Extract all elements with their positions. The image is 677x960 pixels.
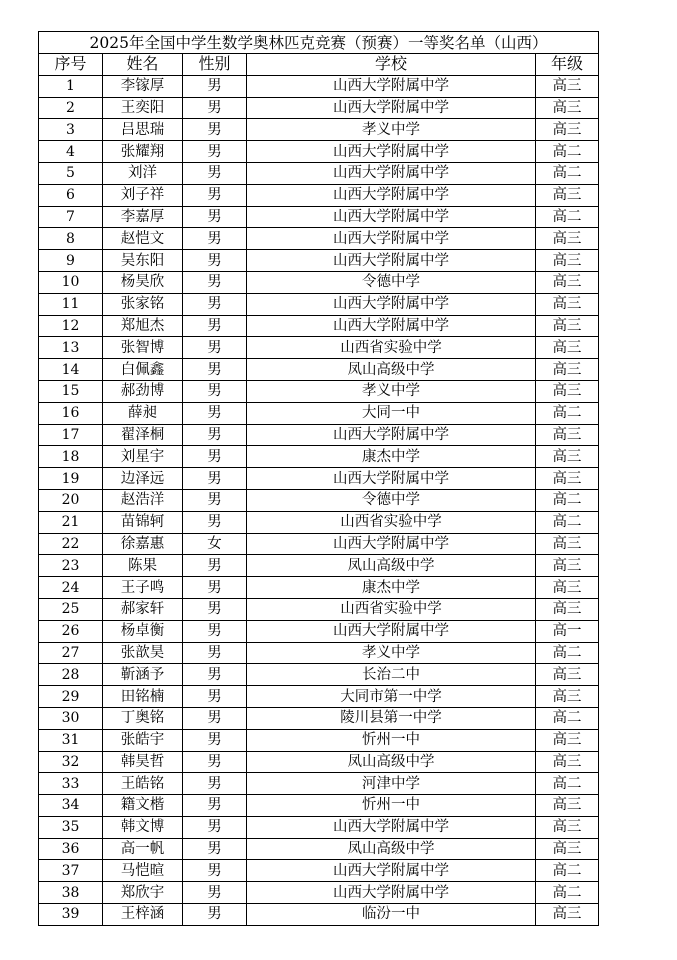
cell-no: 36 bbox=[39, 838, 103, 860]
cell-gender: 男 bbox=[183, 468, 247, 490]
cell-grade: 高三 bbox=[536, 598, 599, 620]
cell-grade: 高二 bbox=[536, 773, 599, 795]
cell-no: 28 bbox=[39, 664, 103, 686]
cell-name: 郝劲博 bbox=[103, 380, 183, 402]
cell-gender: 男 bbox=[183, 271, 247, 293]
cell-gender: 男 bbox=[183, 75, 247, 97]
cell-grade: 高三 bbox=[536, 184, 599, 206]
table-row bbox=[39, 359, 599, 381]
table-row bbox=[39, 293, 599, 315]
cell-no: 20 bbox=[39, 489, 103, 511]
cell-gender: 男 bbox=[183, 686, 247, 708]
cell-gender: 男 bbox=[183, 882, 247, 904]
cell-name: 郝家轩 bbox=[103, 598, 183, 620]
cell-school: 山西大学附属中学 bbox=[247, 468, 536, 490]
cell-name: 王梓涵 bbox=[103, 904, 183, 926]
cell-grade: 高三 bbox=[536, 468, 599, 490]
cell-gender: 男 bbox=[183, 577, 247, 599]
cell-gender: 男 bbox=[183, 162, 247, 184]
cell-name: 陈果 bbox=[103, 555, 183, 577]
cell-school: 山西大学附属中学 bbox=[247, 620, 536, 642]
cell-name: 杨卓衡 bbox=[103, 620, 183, 642]
cell-name: 高一帆 bbox=[103, 838, 183, 860]
cell-grade: 高二 bbox=[536, 707, 599, 729]
table-row bbox=[39, 860, 599, 882]
cell-gender: 男 bbox=[183, 904, 247, 926]
cell-gender: 男 bbox=[183, 119, 247, 141]
award-list-table bbox=[38, 31, 599, 926]
table-row bbox=[39, 184, 599, 206]
cell-no: 24 bbox=[39, 577, 103, 599]
cell-name: 李嘉厚 bbox=[103, 206, 183, 228]
cell-gender: 男 bbox=[183, 141, 247, 163]
cell-name: 薛昶 bbox=[103, 402, 183, 424]
cell-no: 4 bbox=[39, 141, 103, 163]
table-row bbox=[39, 315, 599, 337]
cell-no: 6 bbox=[39, 184, 103, 206]
cell-no: 8 bbox=[39, 228, 103, 250]
header-school: 学校 bbox=[247, 54, 536, 76]
cell-name: 王皓铭 bbox=[103, 773, 183, 795]
cell-grade: 高三 bbox=[536, 686, 599, 708]
cell-name: 张智博 bbox=[103, 337, 183, 359]
cell-no: 9 bbox=[39, 250, 103, 272]
cell-grade: 高三 bbox=[536, 838, 599, 860]
cell-gender: 男 bbox=[183, 359, 247, 381]
table-row bbox=[39, 664, 599, 686]
cell-no: 15 bbox=[39, 380, 103, 402]
cell-grade: 高三 bbox=[536, 119, 599, 141]
cell-school: 山西大学附属中学 bbox=[247, 141, 536, 163]
cell-school: 山西省实验中学 bbox=[247, 598, 536, 620]
cell-school: 河津中学 bbox=[247, 773, 536, 795]
cell-gender: 男 bbox=[183, 773, 247, 795]
cell-grade: 高三 bbox=[536, 577, 599, 599]
header-name: 姓名 bbox=[103, 54, 183, 76]
cell-grade: 高三 bbox=[536, 446, 599, 468]
table-row bbox=[39, 97, 599, 119]
cell-no: 23 bbox=[39, 555, 103, 577]
table-row bbox=[39, 707, 599, 729]
cell-gender: 男 bbox=[183, 250, 247, 272]
cell-no: 33 bbox=[39, 773, 103, 795]
table-row bbox=[39, 577, 599, 599]
cell-gender: 男 bbox=[183, 664, 247, 686]
table-row bbox=[39, 751, 599, 773]
table-row bbox=[39, 838, 599, 860]
cell-school: 山西大学附属中学 bbox=[247, 424, 536, 446]
cell-gender: 男 bbox=[183, 795, 247, 817]
cell-gender: 男 bbox=[183, 402, 247, 424]
cell-name: 苗锦轲 bbox=[103, 511, 183, 533]
cell-grade: 高三 bbox=[536, 228, 599, 250]
cell-school: 孝义中学 bbox=[247, 642, 536, 664]
cell-name: 王奕阳 bbox=[103, 97, 183, 119]
cell-name: 韩昊哲 bbox=[103, 751, 183, 773]
cell-no: 27 bbox=[39, 642, 103, 664]
cell-school: 孝义中学 bbox=[247, 380, 536, 402]
cell-gender: 男 bbox=[183, 751, 247, 773]
cell-school: 山西大学附属中学 bbox=[247, 250, 536, 272]
cell-grade: 高二 bbox=[536, 162, 599, 184]
table-row bbox=[39, 882, 599, 904]
cell-name: 张皓宇 bbox=[103, 729, 183, 751]
cell-school: 山西省实验中学 bbox=[247, 337, 536, 359]
cell-grade: 高二 bbox=[536, 206, 599, 228]
table-row bbox=[39, 620, 599, 642]
table-row bbox=[39, 729, 599, 751]
table-row bbox=[39, 75, 599, 97]
cell-no: 10 bbox=[39, 271, 103, 293]
table-row bbox=[39, 773, 599, 795]
table-row bbox=[39, 533, 599, 555]
cell-name: 张耀翔 bbox=[103, 141, 183, 163]
cell-name: 刘星宇 bbox=[103, 446, 183, 468]
cell-grade: 高三 bbox=[536, 359, 599, 381]
cell-school: 山西大学附属中学 bbox=[247, 816, 536, 838]
cell-school: 山西大学附属中学 bbox=[247, 206, 536, 228]
table-row bbox=[39, 904, 599, 926]
cell-no: 7 bbox=[39, 206, 103, 228]
cell-gender: 男 bbox=[183, 555, 247, 577]
cell-grade: 高二 bbox=[536, 882, 599, 904]
cell-no: 30 bbox=[39, 707, 103, 729]
table-row bbox=[39, 424, 599, 446]
cell-name: 丁奥铭 bbox=[103, 707, 183, 729]
cell-gender: 男 bbox=[183, 489, 247, 511]
cell-no: 1 bbox=[39, 75, 103, 97]
cell-no: 5 bbox=[39, 162, 103, 184]
cell-no: 32 bbox=[39, 751, 103, 773]
cell-grade: 高三 bbox=[536, 424, 599, 446]
cell-school: 凤山高级中学 bbox=[247, 555, 536, 577]
cell-name: 翟泽桐 bbox=[103, 424, 183, 446]
table-row bbox=[39, 489, 599, 511]
cell-name: 韩文博 bbox=[103, 816, 183, 838]
cell-name: 吴东阳 bbox=[103, 250, 183, 272]
table-row bbox=[39, 686, 599, 708]
cell-grade: 高三 bbox=[536, 555, 599, 577]
cell-school: 山西大学附属中学 bbox=[247, 184, 536, 206]
cell-gender: 男 bbox=[183, 337, 247, 359]
cell-name: 张歆昊 bbox=[103, 642, 183, 664]
cell-grade: 高三 bbox=[536, 271, 599, 293]
cell-no: 11 bbox=[39, 293, 103, 315]
table-row bbox=[39, 555, 599, 577]
cell-school: 康杰中学 bbox=[247, 446, 536, 468]
table-row bbox=[39, 598, 599, 620]
cell-name: 刘洋 bbox=[103, 162, 183, 184]
cell-gender: 男 bbox=[183, 380, 247, 402]
cell-no: 37 bbox=[39, 860, 103, 882]
table-row bbox=[39, 795, 599, 817]
cell-gender: 男 bbox=[183, 206, 247, 228]
cell-no: 35 bbox=[39, 816, 103, 838]
cell-grade: 高三 bbox=[536, 337, 599, 359]
cell-no: 34 bbox=[39, 795, 103, 817]
table-body bbox=[39, 75, 599, 925]
cell-gender: 男 bbox=[183, 860, 247, 882]
cell-no: 12 bbox=[39, 315, 103, 337]
cell-grade: 高三 bbox=[536, 816, 599, 838]
table-row bbox=[39, 446, 599, 468]
cell-grade: 高一 bbox=[536, 620, 599, 642]
cell-grade: 高三 bbox=[536, 250, 599, 272]
table-row bbox=[39, 250, 599, 272]
cell-grade: 高二 bbox=[536, 860, 599, 882]
cell-grade: 高三 bbox=[536, 315, 599, 337]
cell-name: 郑旭杰 bbox=[103, 315, 183, 337]
cell-school: 山西大学附属中学 bbox=[247, 228, 536, 250]
cell-gender: 男 bbox=[183, 293, 247, 315]
table-row bbox=[39, 337, 599, 359]
cell-grade: 高三 bbox=[536, 97, 599, 119]
cell-name: 吕思瑞 bbox=[103, 119, 183, 141]
cell-name: 白佩鑫 bbox=[103, 359, 183, 381]
cell-school: 长治二中 bbox=[247, 664, 536, 686]
cell-grade: 高三 bbox=[536, 751, 599, 773]
table-row bbox=[39, 816, 599, 838]
cell-gender: 男 bbox=[183, 707, 247, 729]
cell-name: 张家铭 bbox=[103, 293, 183, 315]
cell-grade: 高二 bbox=[536, 511, 599, 533]
cell-gender: 男 bbox=[183, 228, 247, 250]
cell-grade: 高二 bbox=[536, 642, 599, 664]
cell-school: 山西大学附属中学 bbox=[247, 162, 536, 184]
cell-no: 16 bbox=[39, 402, 103, 424]
cell-school: 临汾一中 bbox=[247, 904, 536, 926]
table-row bbox=[39, 206, 599, 228]
cell-no: 38 bbox=[39, 882, 103, 904]
cell-school: 孝义中学 bbox=[247, 119, 536, 141]
cell-grade: 高三 bbox=[536, 533, 599, 555]
cell-grade: 高三 bbox=[536, 904, 599, 926]
cell-grade: 高三 bbox=[536, 75, 599, 97]
cell-name: 靳涵予 bbox=[103, 664, 183, 686]
cell-gender: 男 bbox=[183, 315, 247, 337]
cell-school: 凤山高级中学 bbox=[247, 359, 536, 381]
cell-name: 郑欣宇 bbox=[103, 882, 183, 904]
cell-school: 令德中学 bbox=[247, 271, 536, 293]
table-row bbox=[39, 119, 599, 141]
cell-gender: 男 bbox=[183, 838, 247, 860]
cell-school: 忻州一中 bbox=[247, 795, 536, 817]
cell-gender: 男 bbox=[183, 620, 247, 642]
cell-no: 31 bbox=[39, 729, 103, 751]
cell-name: 赵恺文 bbox=[103, 228, 183, 250]
cell-school: 山西大学附属中学 bbox=[247, 860, 536, 882]
cell-name: 杨昊欣 bbox=[103, 271, 183, 293]
table-row bbox=[39, 228, 599, 250]
cell-school: 大同市第一中学 bbox=[247, 686, 536, 708]
cell-name: 徐嘉惠 bbox=[103, 533, 183, 555]
cell-name: 田铭楠 bbox=[103, 686, 183, 708]
cell-name: 王子鸣 bbox=[103, 577, 183, 599]
cell-school: 凤山高级中学 bbox=[247, 751, 536, 773]
cell-grade: 高二 bbox=[536, 489, 599, 511]
cell-no: 13 bbox=[39, 337, 103, 359]
table-row bbox=[39, 162, 599, 184]
cell-school: 山西大学附属中学 bbox=[247, 315, 536, 337]
header-gender: 性别 bbox=[183, 54, 247, 76]
header-no: 序号 bbox=[39, 54, 103, 76]
cell-gender: 男 bbox=[183, 642, 247, 664]
cell-gender: 男 bbox=[183, 424, 247, 446]
cell-name: 李镓厚 bbox=[103, 75, 183, 97]
table-row bbox=[39, 642, 599, 664]
cell-school: 山西大学附属中学 bbox=[247, 882, 536, 904]
cell-gender: 男 bbox=[183, 446, 247, 468]
cell-no: 17 bbox=[39, 424, 103, 446]
table-row bbox=[39, 511, 599, 533]
cell-gender: 男 bbox=[183, 816, 247, 838]
cell-name: 马恺暄 bbox=[103, 860, 183, 882]
cell-school: 陵川县第一中学 bbox=[247, 707, 536, 729]
cell-gender: 男 bbox=[183, 729, 247, 751]
cell-name: 籍文楷 bbox=[103, 795, 183, 817]
cell-gender: 男 bbox=[183, 598, 247, 620]
cell-gender: 男 bbox=[183, 184, 247, 206]
cell-grade: 高三 bbox=[536, 729, 599, 751]
cell-no: 25 bbox=[39, 598, 103, 620]
cell-no: 14 bbox=[39, 359, 103, 381]
cell-school: 山西大学附属中学 bbox=[247, 75, 536, 97]
table-row bbox=[39, 380, 599, 402]
cell-name: 赵浩洋 bbox=[103, 489, 183, 511]
cell-no: 26 bbox=[39, 620, 103, 642]
cell-grade: 高三 bbox=[536, 380, 599, 402]
cell-grade: 高三 bbox=[536, 293, 599, 315]
cell-name: 边泽远 bbox=[103, 468, 183, 490]
cell-school: 忻州一中 bbox=[247, 729, 536, 751]
cell-gender: 男 bbox=[183, 511, 247, 533]
cell-grade: 高二 bbox=[536, 402, 599, 424]
cell-no: 29 bbox=[39, 686, 103, 708]
cell-school: 令德中学 bbox=[247, 489, 536, 511]
cell-school: 山西省实验中学 bbox=[247, 511, 536, 533]
cell-grade: 高二 bbox=[536, 141, 599, 163]
cell-school: 山西大学附属中学 bbox=[247, 97, 536, 119]
cell-no: 22 bbox=[39, 533, 103, 555]
table-row bbox=[39, 141, 599, 163]
table-row bbox=[39, 402, 599, 424]
cell-gender: 女 bbox=[183, 533, 247, 555]
cell-no: 2 bbox=[39, 97, 103, 119]
cell-name: 刘子祥 bbox=[103, 184, 183, 206]
cell-school: 大同一中 bbox=[247, 402, 536, 424]
table-row bbox=[39, 271, 599, 293]
cell-no: 18 bbox=[39, 446, 103, 468]
cell-no: 21 bbox=[39, 511, 103, 533]
header-grade: 年级 bbox=[536, 54, 599, 76]
cell-school: 康杰中学 bbox=[247, 577, 536, 599]
cell-grade: 高三 bbox=[536, 664, 599, 686]
cell-no: 3 bbox=[39, 119, 103, 141]
table-title: 2025年全国中学生数学奥林匹克竞赛（预赛）一等奖名单（山西） bbox=[39, 32, 599, 54]
cell-gender: 男 bbox=[183, 97, 247, 119]
cell-school: 山西大学附属中学 bbox=[247, 533, 536, 555]
table-row bbox=[39, 468, 599, 490]
cell-school: 凤山高级中学 bbox=[247, 838, 536, 860]
cell-no: 39 bbox=[39, 904, 103, 926]
cell-school: 山西大学附属中学 bbox=[247, 293, 536, 315]
cell-no: 19 bbox=[39, 468, 103, 490]
cell-grade: 高三 bbox=[536, 795, 599, 817]
